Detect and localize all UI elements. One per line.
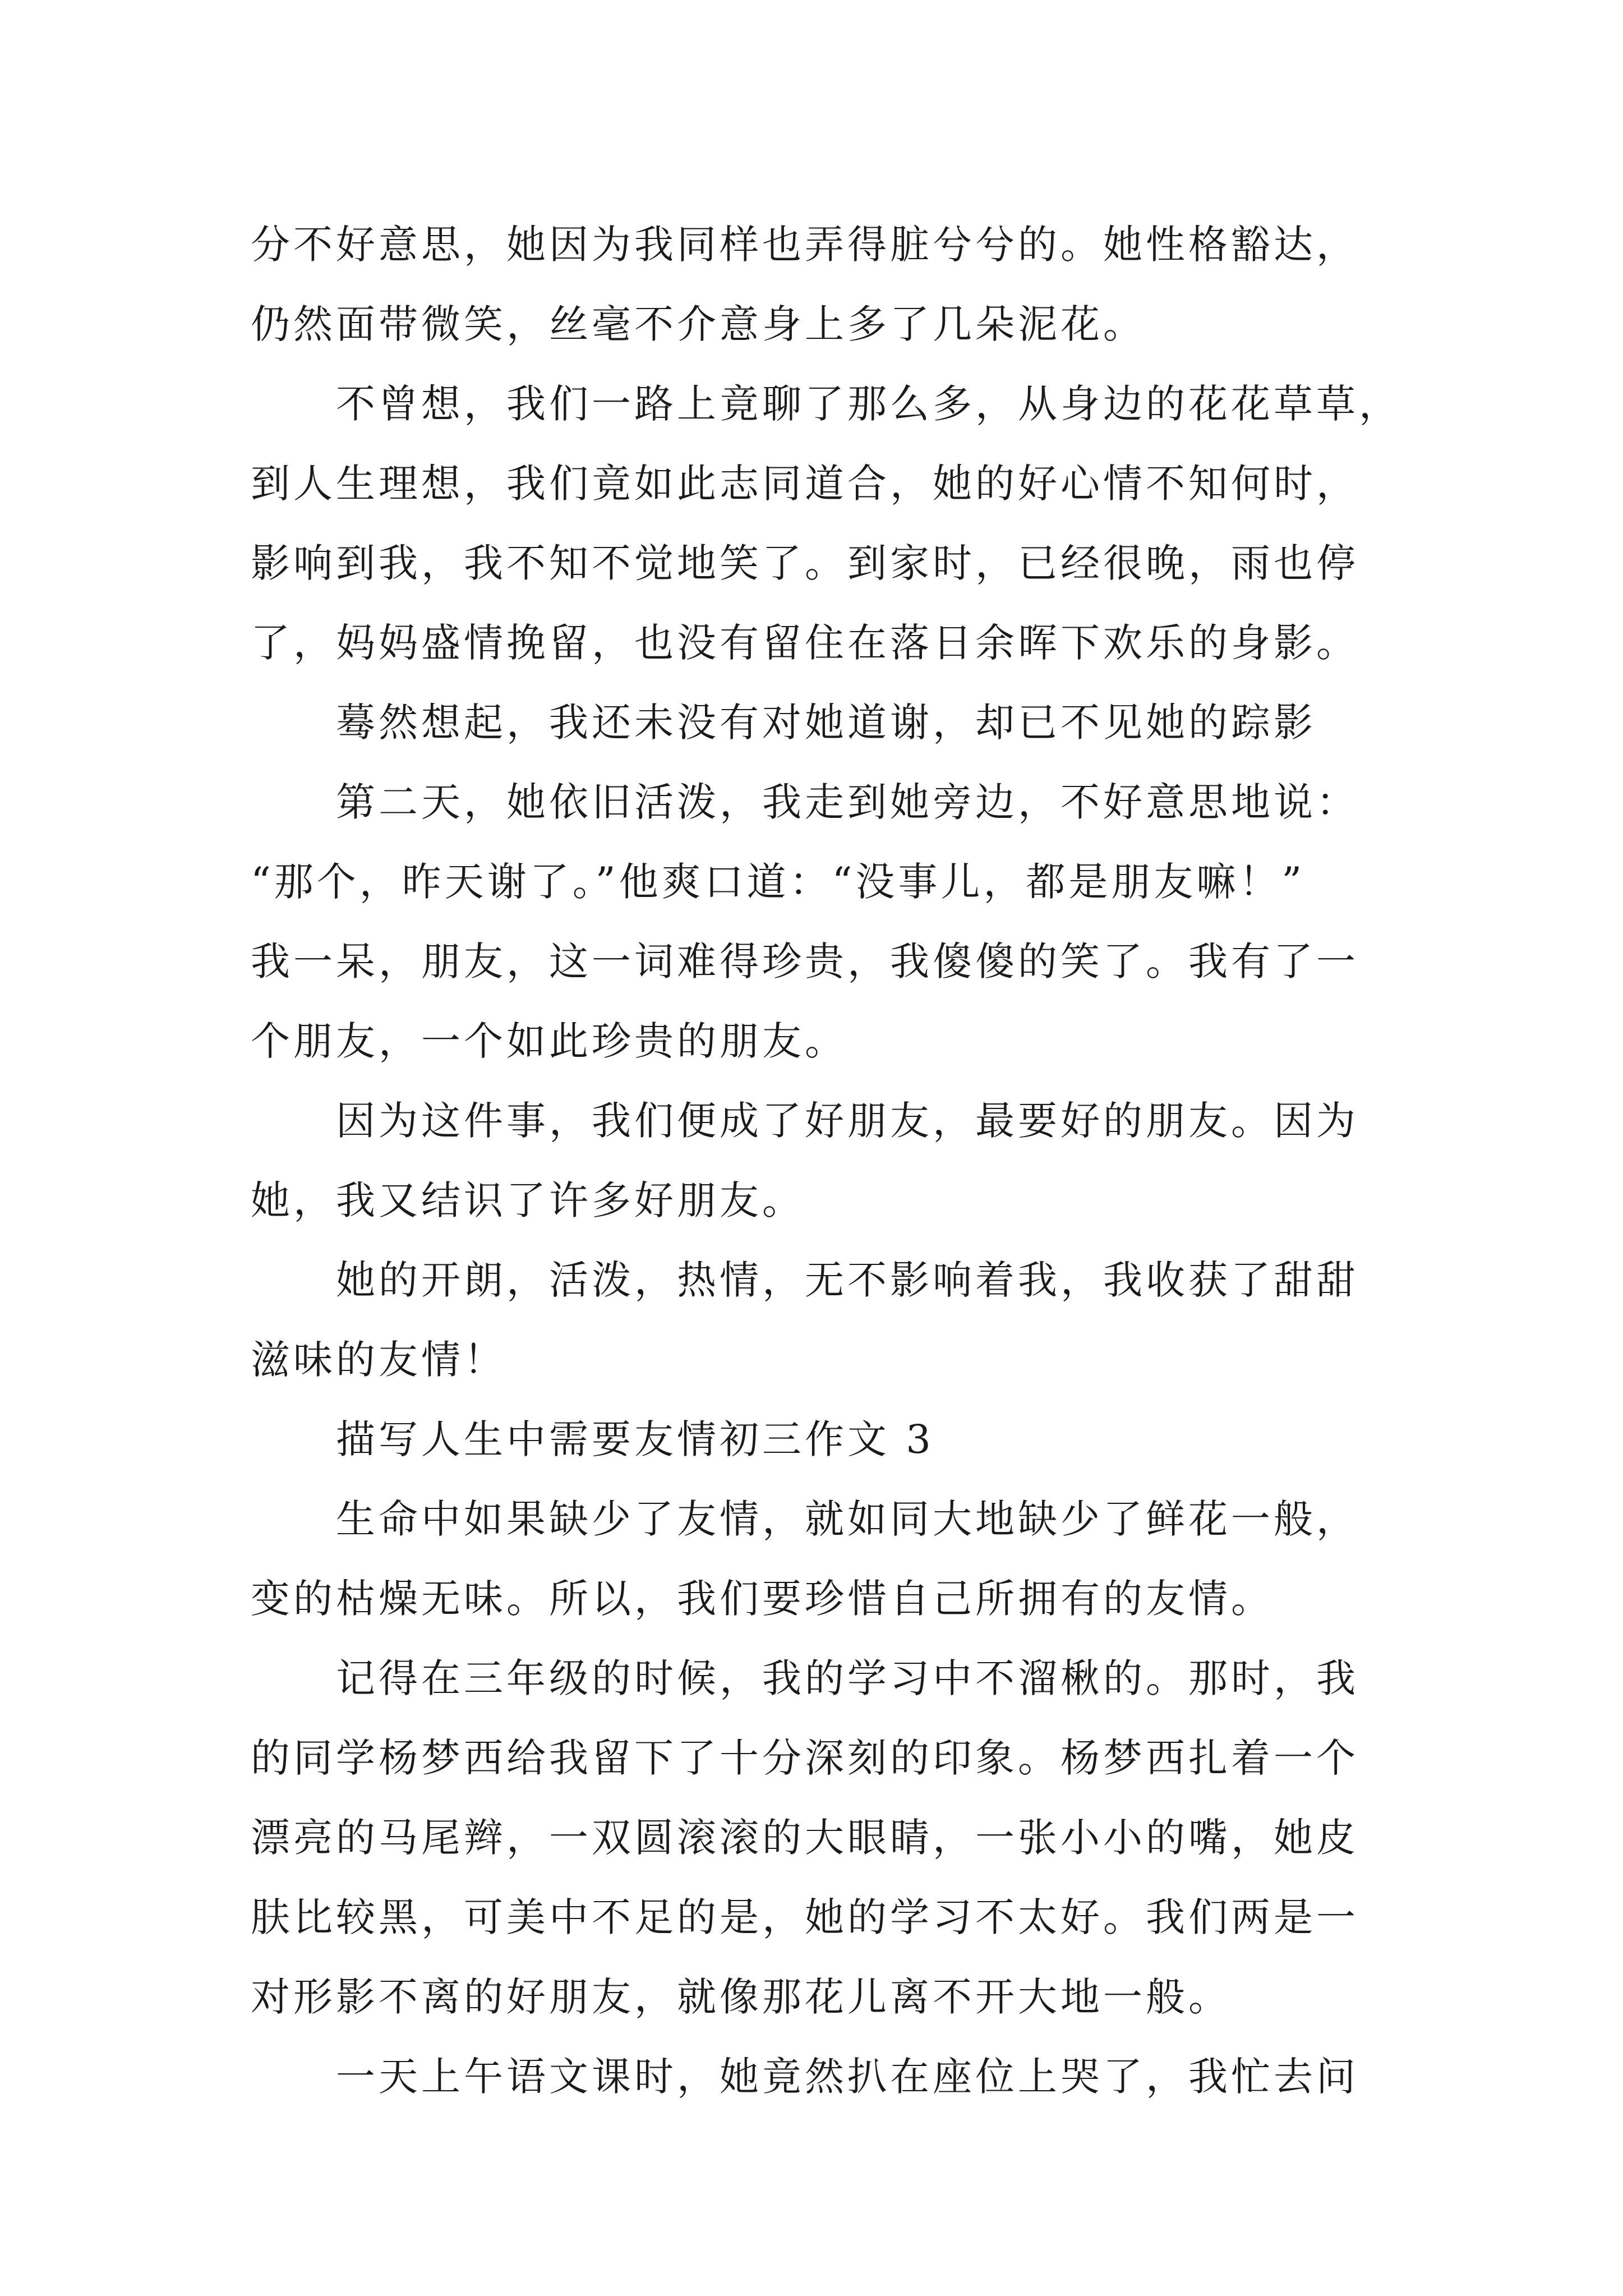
- text-line: 到人生理想，我们竟如此志同道合，她的好心情不知何时，: [251, 461, 1359, 507]
- text-line: 生命中如果缺少了友情，就如同大地缺少了鲜花一般，: [336, 1496, 1359, 1542]
- text-line: 仍然面带微笑，丝毫不介意身上多了几朵泥花。: [251, 301, 1146, 347]
- section-heading: 描写人生中需要友情初三作文 3: [336, 1416, 934, 1462]
- text-line: 不曾想，我们一路上竟聊了那么多，从身边的花花草草，: [336, 381, 1401, 427]
- text-line: 个朋友，一个如此珍贵的朋友。: [251, 1018, 847, 1064]
- text-line: 分不好意思，她因为我同样也弄得脏兮兮的。她性格豁达，: [251, 222, 1359, 268]
- text-line: 她的开朗，活泼，热情，无不影响着我，我收获了甜甜: [336, 1257, 1359, 1303]
- text-line: 漂亮的马尾辫，一双圆滚滚的大眼睛，一张小小的嘴，她皮: [251, 1815, 1359, 1861]
- text-line: 因为这件事，我们便成了好朋友，最要好的朋友。因为: [336, 1098, 1359, 1144]
- text-line: 蓦然想起，我还未没有对她道谢，却已不见她的踪影: [336, 700, 1316, 746]
- text-line: 对形影不离的好朋友，就像那花儿离不开大地一般。: [251, 1974, 1231, 2020]
- text-line: 记得在三年级的时候，我的学习中不溜楸的。那时，我: [336, 1655, 1359, 1701]
- text-line: 一天上午语文课时，她竟然扒在座位上哭了，我忙去问: [336, 2054, 1359, 2100]
- text-line: 滋味的友情！: [251, 1337, 506, 1383]
- text-line: 了，妈妈盛情挽留，也没有留住在落日余晖下欢乐的身影。: [251, 620, 1359, 666]
- body-text: [251, 205, 1401, 2116]
- text-line: 她，我又结识了许多好朋友。: [251, 1177, 805, 1223]
- text-line: 第二天，她依旧活泼，我走到她旁边，不好意思地说：: [336, 779, 1359, 825]
- text-line: “那个，昨天谢了。”他爽口道：“没事儿，都是朋友嘛！”: [251, 859, 1306, 905]
- text-line: 变的枯燥无味。所以，我们要珍惜自己所拥有的友情。: [251, 1576, 1274, 1622]
- text-line: 我一呆，朋友，这一词难得珍贵，我傻傻的笑了。我有了一: [251, 938, 1359, 984]
- text-line: 的同学杨梦西给我留下了十分深刻的印象。杨梦西扎着一个: [251, 1735, 1359, 1781]
- text-line: 影响到我，我不知不觉地笑了。到家时，已经很晚，雨也停: [251, 540, 1359, 586]
- text-line: 肤比较黑，可美中不足的是，她的学习不太好。我们两是一: [251, 1894, 1359, 1940]
